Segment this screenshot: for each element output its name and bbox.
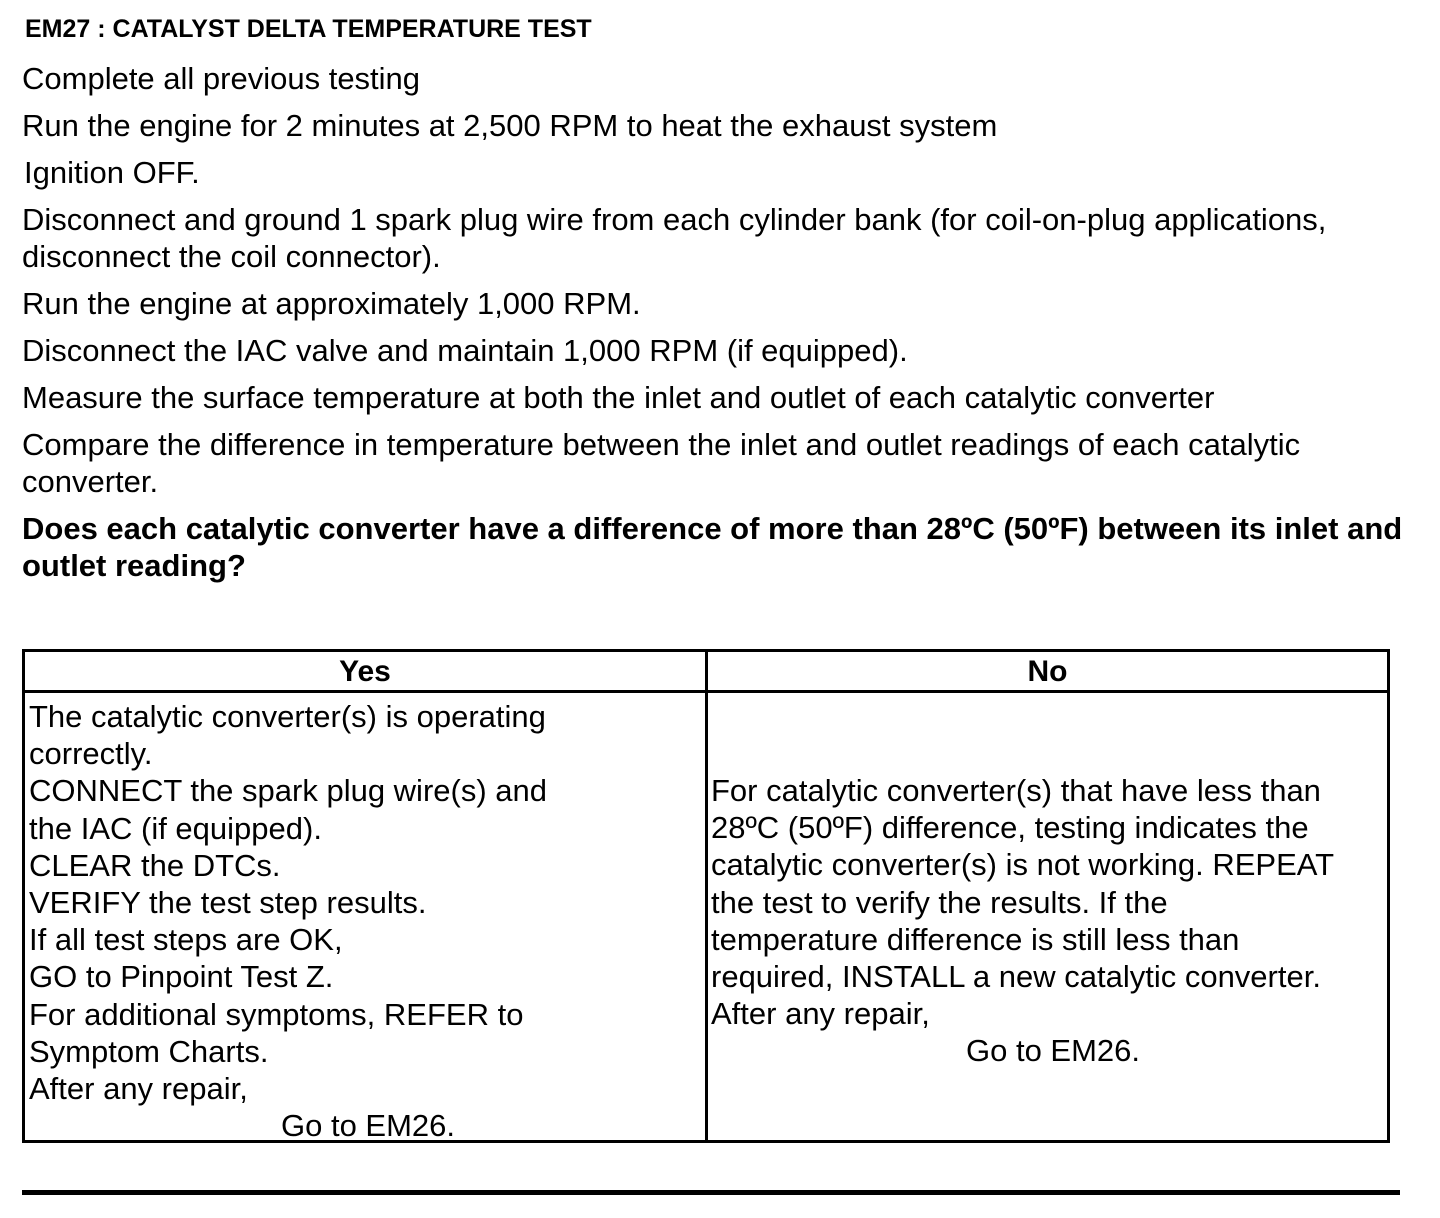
no-result-cell [711, 772, 1387, 1070]
result-line: the test to verify the results. If the [711, 884, 1168, 920]
column-divider [705, 652, 708, 1140]
result-line: For catalytic converter(s) that have less than [711, 773, 1321, 808]
step-text: Run the engine at approximately 1,000 RPM. [22, 286, 641, 321]
result-line: The catalytic converter(s) is operating [29, 699, 546, 734]
step-text: Measure the surface temperature at both the inlet and outlet of each catalytic converter [22, 380, 1215, 415]
step-text: Complete all previous testing [22, 61, 421, 96]
result-line: CONNECT the spark plug wire(s) and [29, 773, 547, 809]
header-divider [25, 690, 1387, 693]
no-column-header: No [1027, 655, 1068, 688]
result-line: 28ºC (50ºF) difference, testing indicates the [711, 810, 1309, 846]
footer-divider [22, 1190, 1400, 1195]
page-title: EM27 : CATALYST DELTA TEMPERATURE TEST [25, 15, 592, 43]
test-steps [22, 60, 1417, 584]
result-line: catalytic converter(s) is not working. REPEAT [711, 847, 1335, 883]
result-line: required, INSTALL a new catalytic converter. [711, 959, 1321, 995]
step-text: Disconnect and ground 1 spark plug wire from each cylinder bank (for coil-on-plug applications, disconnect the coil connector). [22, 202, 1327, 274]
result-line: CLEAR the DTCs. [29, 847, 281, 883]
step-text: Ignition OFF. [24, 155, 200, 190]
step-text: Compare the difference in temperature between the inlet and outlet readings of each catalytic converter. [22, 427, 1301, 499]
result-line: temperature difference is still less than [711, 921, 1240, 957]
step-text: Disconnect the IAC valve and maintain 1,000 RPM (if equipped). [22, 333, 908, 368]
result-line: the IAC (if equipped). [29, 810, 322, 846]
result-line: After any repair, [29, 1071, 248, 1107]
result-table [22, 649, 1390, 1143]
yes-result-cell [29, 698, 701, 1144]
yes-column-header: Yes [339, 655, 391, 688]
result-line: Symptom Charts. [29, 1033, 269, 1069]
result-line: After any repair, [711, 996, 930, 1032]
result-line: If all test steps are OK, [29, 922, 343, 958]
step-text: Run the engine for 2 minutes at 2,500 RPM to heat the exhaust system [22, 108, 998, 143]
result-line: correctly. [29, 736, 153, 772]
result-line: GO to Pinpoint Test Z. [29, 959, 334, 995]
decision-question: Does each catalytic converter have a difference of more than 28ºC (50ºF) between its inlet and outlet reading? [22, 511, 1403, 583]
goto-em26-link[interactable]: Go to EM26. [965, 1033, 1141, 1069]
result-line: For additional symptoms, REFER to [29, 996, 524, 1032]
goto-em26-link[interactable]: Go to EM26. [280, 1108, 456, 1144]
result-line: VERIFY the test step results. [29, 885, 427, 921]
